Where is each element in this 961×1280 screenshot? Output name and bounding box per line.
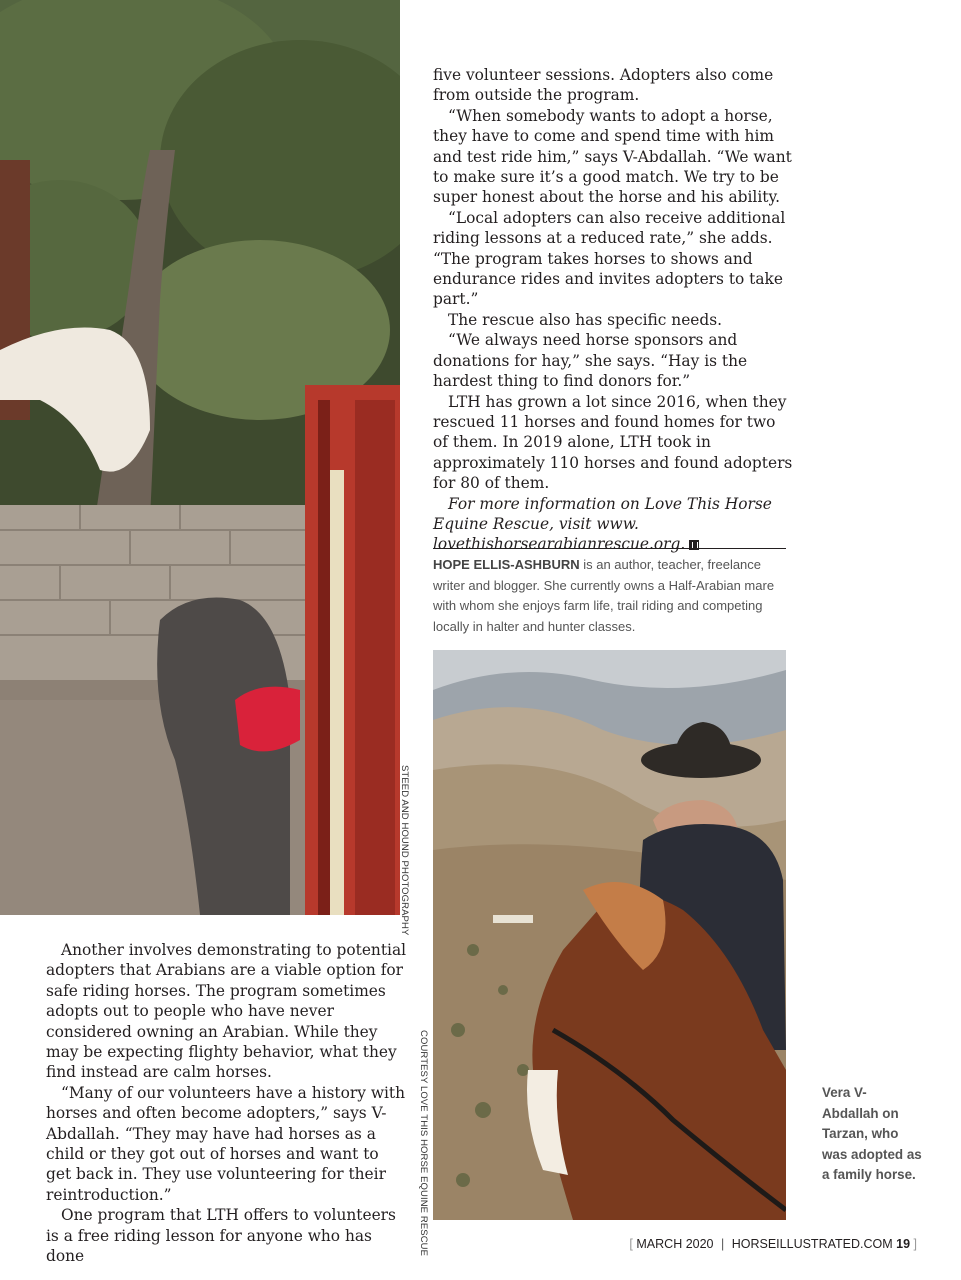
footer-separator: | [721,1237,725,1251]
issue-date: MARCH 2020 [636,1237,714,1251]
page-footer [629,1237,917,1251]
site-url: HORSEILLUSTRATED.COM [731,1237,893,1251]
paragraph: One program that LTH offers to volunteers is a free riding lesson for anyone who has done [46,1206,396,1266]
photo-credit-top: STEED AND HOUND PHOTOGRAPHY [399,765,410,936]
bio-divider [433,548,786,549]
paragraph: five volunteer sessions. Adopters also come from outside the program. [433,66,774,105]
paragraph: “We always need horse sponsors and donations for hay,” she says. “Hay is the hardest thing to find donors for.” [433,331,748,391]
paragraph: “Local adopters can also receive additional riding lessons at a reduced rate,” she adds. “The program takes horses to shows and endurance rides and invites adopters to take part.” [433,208,786,309]
page-number: 19 [896,1237,911,1251]
paragraph: The rescue also has specific needs. [448,310,723,329]
article-column-right [433,65,793,555]
article-column-left [46,940,408,1267]
paragraph: Another involves demonstrating to potential adopters that Arabians are a viable option for safe riding horses. The program sometimes adopts out to people who have never considered owning an Arabian. While they may be expecting flighty behavior, what they find instead are calm horses. [46,941,407,1082]
bracket-open: [ [629,1237,633,1251]
more-info-paragraph [433,494,793,555]
paragraph: LTH has grown a lot since 2016, when they rescued 11 horses and found homes for two of them. In 2019 alone, LTH took in approximately 110 horses and found adopters for 80 of them. [433,392,793,493]
author-name: HOPE ELLIS-ASHBURN [433,557,580,572]
more-info-text: For more information on Love This Horse Equine Rescue, visit www. lovethishorsearabianrescue.org. [433,494,772,554]
bracket-close: ] [913,1237,917,1251]
author-bio [433,555,788,637]
photo-caption: Vera V-Abdallah on Tarzan, who was adopted as a family horse. [822,1085,922,1182]
photo-credit-bottom: COURTESY LOVE THIS HORSE EQUINE RESCUE [418,1030,429,1257]
paragraph: “Many of our volunteers have a history with horses and often become adopters,” says V-Abdallah. “They may have had horses as a child or they got out of horses and want to get back in. They use volunteering for their reintroduction.” [46,1083,406,1204]
arena-photo [0,0,400,915]
author-bio-text: is an author, teacher, freelance writer and blogger. She currently owns a Half-Arabian mare with whom she enjoys farm life, trail riding and competing locally in halter and hunter classes. [433,557,775,634]
rider-photo [433,650,786,1220]
paragraph: “When somebody wants to adopt a horse, they have to come and spend time with him and test ride him,” says V-Abdallah. “We want to make sure it’s a good match. We try to be super honest about the horse and his ability. [433,106,792,207]
